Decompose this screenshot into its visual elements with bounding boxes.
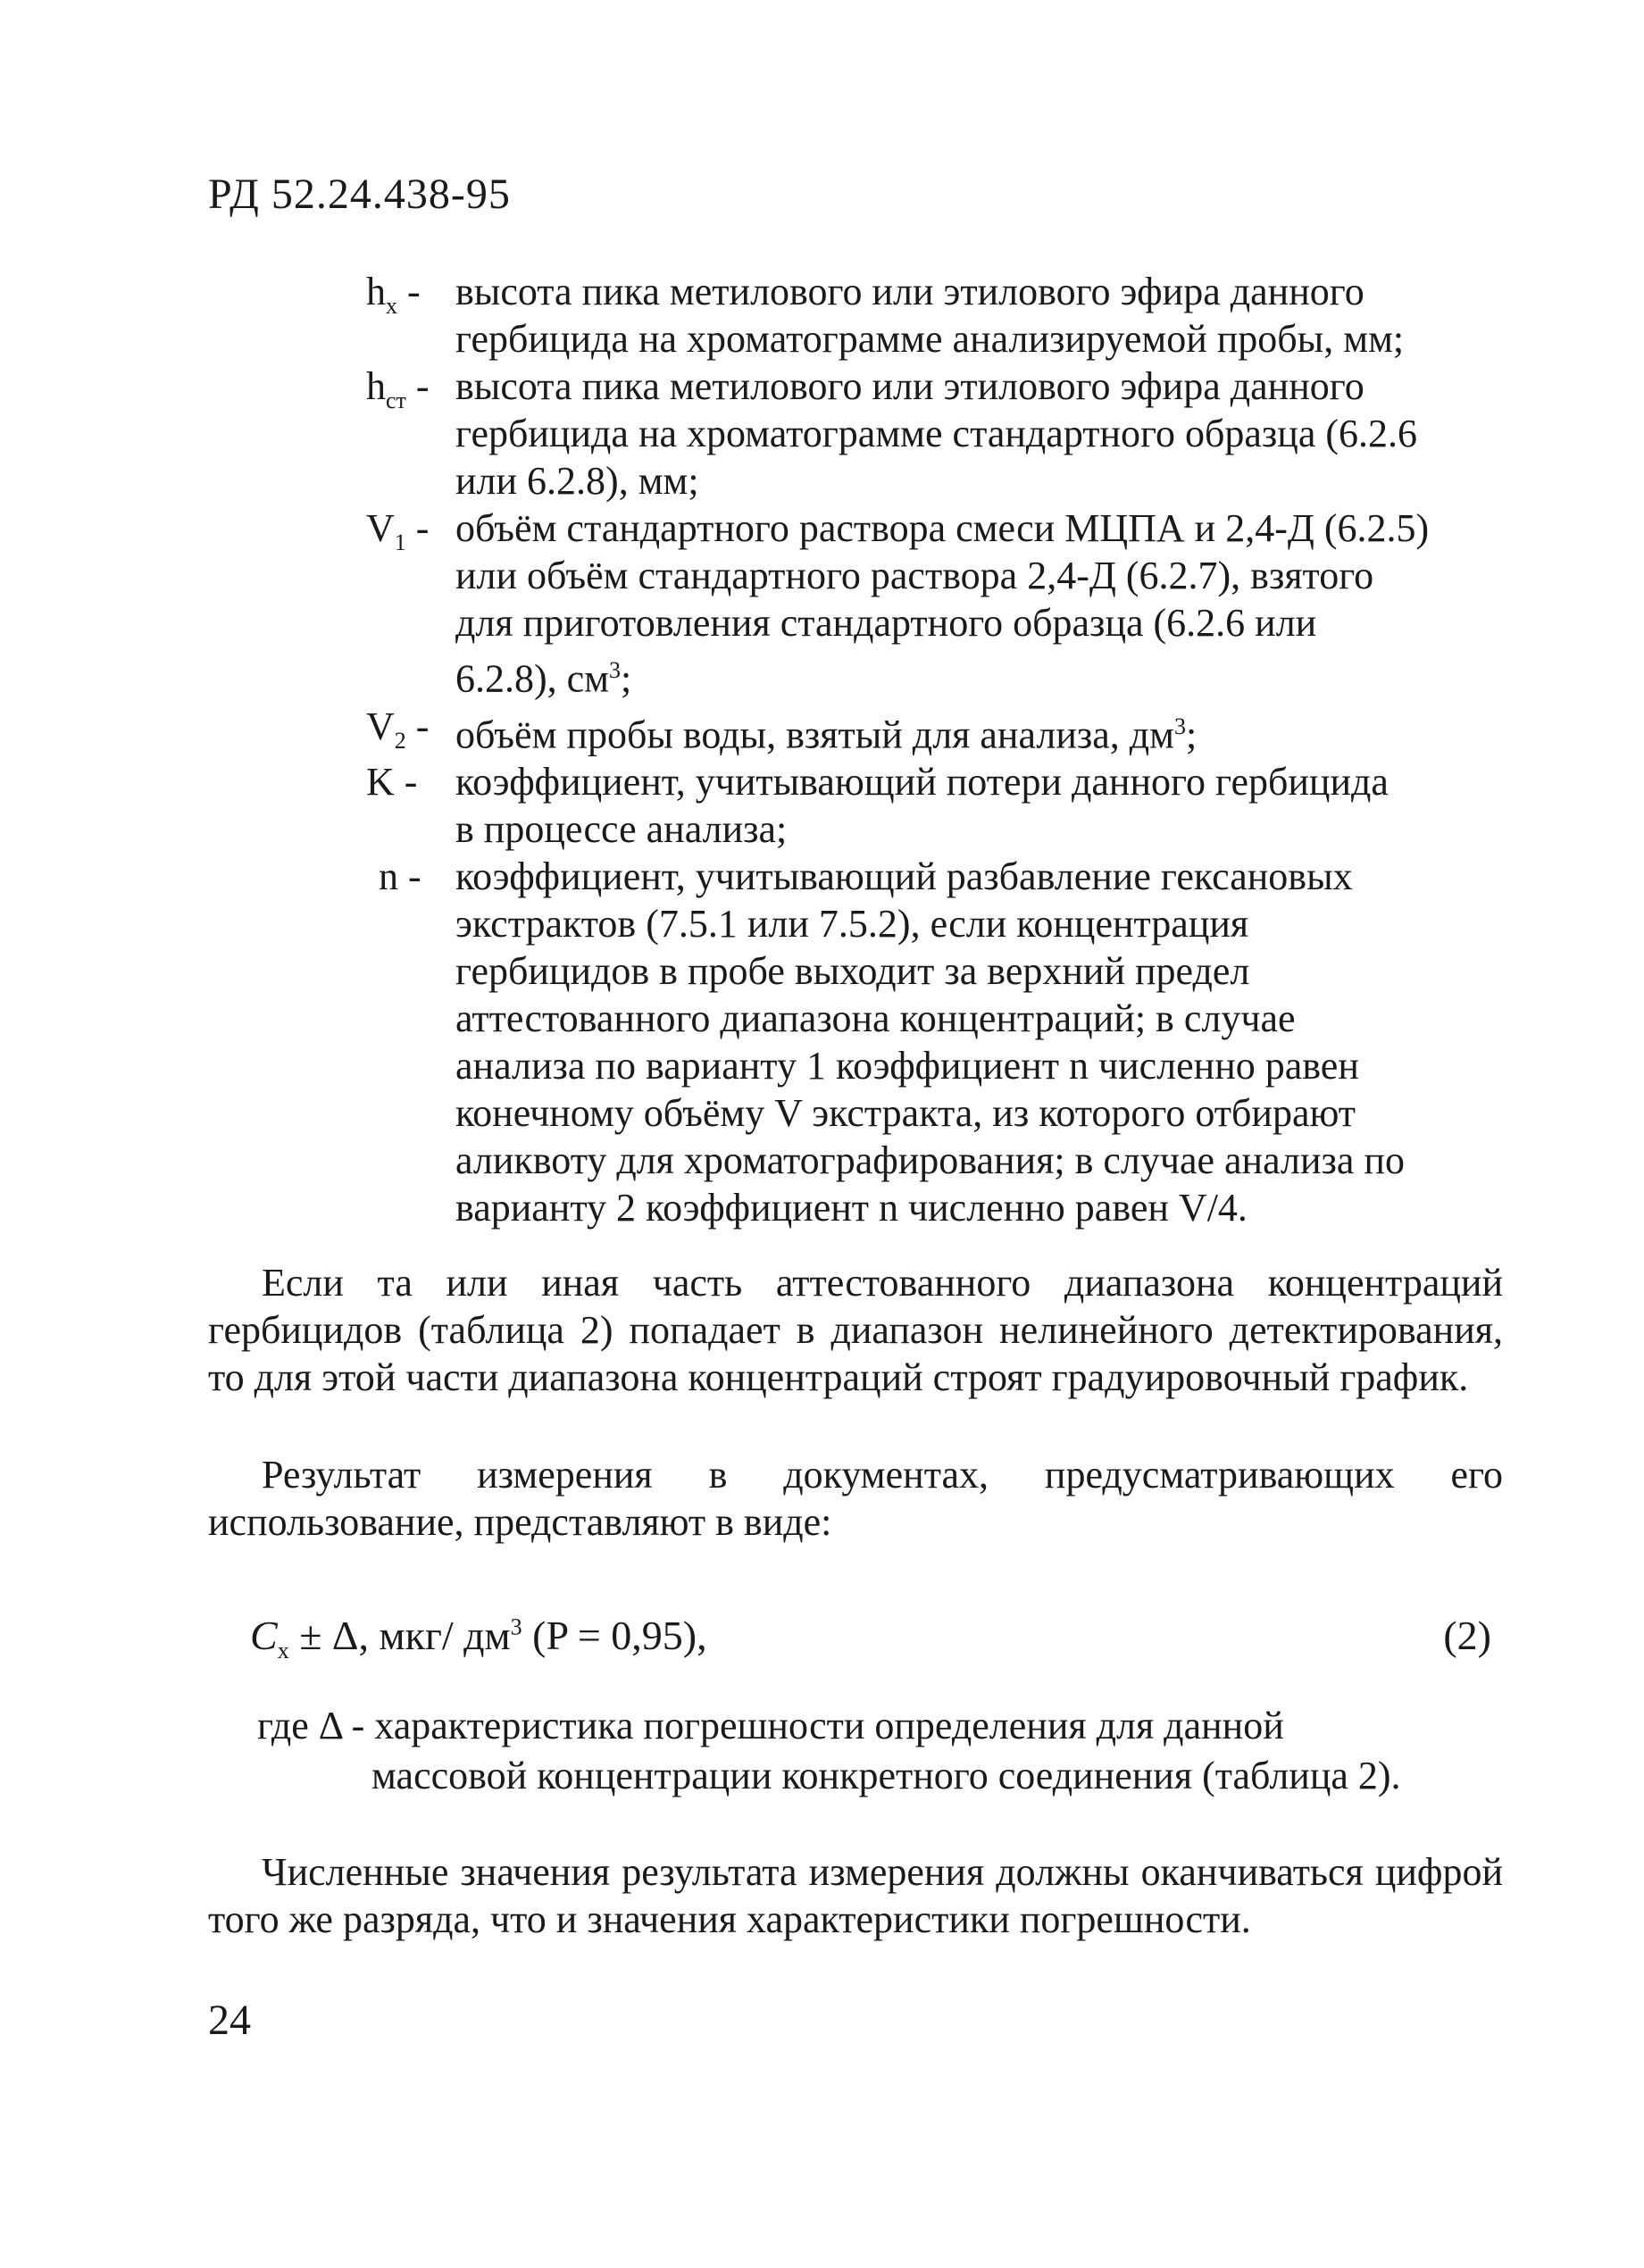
definition-v1 — [357, 504, 1518, 703]
definition-line: варианту 2 коэффициент n численно равен V/4. — [455, 1186, 1248, 1230]
symbol-definitions — [357, 268, 1518, 1231]
definition-symbol: $h_x$ - — [366, 270, 421, 319]
definition-line: или объём стандартного раствора 2,4-Д (6.2.7), взятого — [455, 554, 1374, 597]
definition-line: гербицида на хроматограмме анализируемой пробы, мм; — [455, 317, 1405, 361]
definition-line: или 6.2.8), мм; — [455, 459, 699, 503]
definition-line: аликвоту для хроматографирования; в случае анализа по — [455, 1138, 1405, 1183]
definition-k — [357, 758, 1518, 853]
definition-line: высота пика метилового или этилового эфира данного — [455, 270, 1364, 313]
definition-line: объём стандартного раствора смеси МЦПА и 2,4-Д (6.2.5) — [455, 506, 1430, 550]
paragraph-digits: Численные значения результата измерения должны оканчиваться цифрой того же разряда, что и значения характеристики погрешности. — [208, 1850, 1503, 1941]
document-code-header: РД 52.24.438-95 — [208, 171, 511, 218]
page-number: 24 — [208, 1997, 251, 2044]
definition-symbol: $h_{ст}$ - — [366, 364, 430, 413]
definition-line: конечному объёму V экстракта, из которого отбирают — [455, 1091, 1356, 1136]
definition-hst — [357, 363, 1518, 504]
definition-line: анализа по варианту 1 коэффициент n численно равен — [455, 1044, 1359, 1088]
definition-n — [357, 853, 1518, 1231]
formula-2 — [250, 1612, 1491, 1664]
paragraph-nonlinear-detection: Если та или иная часть аттестованного диапазона концентраций гербицидов (таблица 2) попадает в диапазон нелинейного детектирования, то для этой части диапазона концентраций строят градуировочный график. — [208, 1261, 1503, 1399]
definition-hx — [357, 268, 1518, 363]
definition-line: 6.2.8), $см^3$; — [455, 656, 632, 701]
definition-symbol: $V_1$ - — [366, 506, 430, 555]
definition-line: объём пробы воды, взятый для анализа, $дм^3$; — [455, 713, 1198, 757]
formula-expression: $C_x \pm \Delta$, мкг/ $дм^3$ (P = 0,95), — [250, 1613, 707, 1664]
definition-line: для приготовления стандартного образца (6.2.6 или — [455, 601, 1317, 645]
where-lead: где Δ - характеристика погрешности определения для данной — [257, 1704, 1284, 1747]
definition-line: гербицида на хроматограмме стандартного образца (6.2.6 — [455, 412, 1418, 455]
definition-line: в процессе анализа; — [455, 807, 788, 852]
definition-line: коэффициент, учитывающий разбавление гексановых — [455, 855, 1353, 899]
definition-line: экстрактов (7.5.1 или 7.5.2), если концентрация — [455, 902, 1249, 946]
where-clause — [257, 1701, 1507, 1801]
paragraph-result-form: Результат измерения в документах, предусматривающих его использование, представляют в виде: — [208, 1453, 1503, 1544]
where-continuation: массовой концентрации конкретного соединения (таблица 2). — [371, 1754, 1401, 1797]
formula-number: (2) — [1443, 1613, 1491, 1658]
definition-line: коэффициент, учитывающий потери данного гербицида — [455, 760, 1389, 805]
definition-symbol: $V_2$ - — [366, 704, 430, 754]
definition-line: аттестованного диапазона концентраций; в случае — [455, 996, 1296, 1041]
definition-line: высота пика метилового или этилового эфира данного — [455, 364, 1364, 408]
definition-symbol: K - — [366, 760, 418, 805]
definition-symbol: n - — [379, 855, 421, 899]
definition-v2 — [357, 703, 1518, 759]
definition-line: гербицидов в пробе выходит за верхний предел — [455, 949, 1250, 994]
